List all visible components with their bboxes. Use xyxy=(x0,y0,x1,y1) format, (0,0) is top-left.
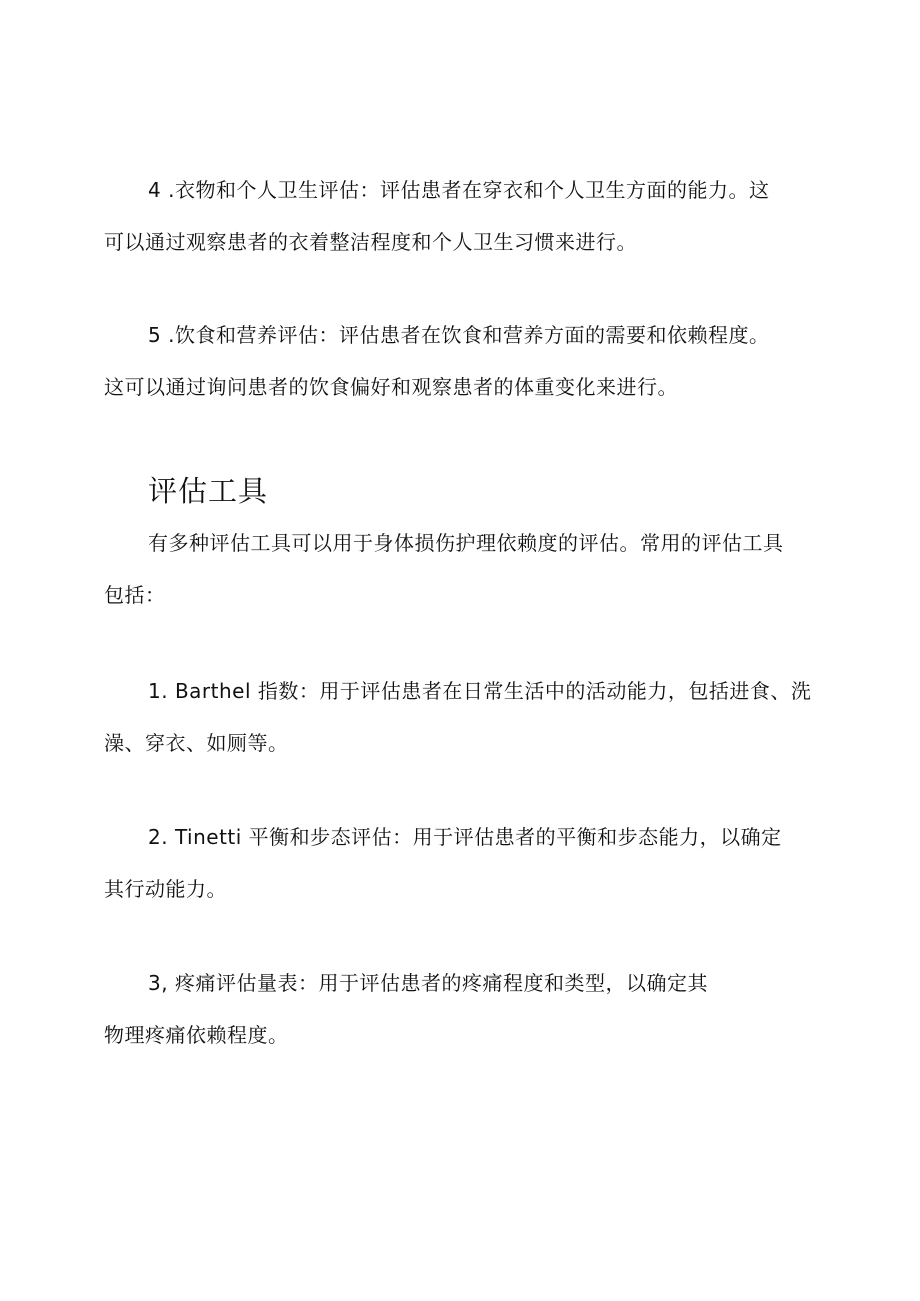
tool-3-line-1: 3, 疼痛评估量表：用于评估患者的疼痛程度和类型，以确定其 xyxy=(148,971,708,995)
tool-3-paragraph xyxy=(104,957,824,1061)
tool-2-line-2: 其行动能力。 xyxy=(104,877,227,901)
tool-1-line-1: 1. Barthel 指数：用于评估患者在日常生活中的活动能力，包括进食、洗 xyxy=(148,679,812,703)
item-5-line-1: 5 .饮食和营养评估：评估患者在饮食和营养方面的需要和依赖程度。 xyxy=(148,323,770,347)
section-heading: 评估工具 xyxy=(148,474,269,508)
tools-intro-line-1: 有多种评估工具可以用于身体损伤护理依赖度的评估。常用的评估工具 xyxy=(148,531,784,555)
item-4-paragraph xyxy=(104,164,824,268)
tool-2-paragraph xyxy=(104,811,824,915)
item-4-line-1: 4 .衣物和个人卫生评估：评估患者在穿衣和个人卫生方面的能力。这 xyxy=(148,178,770,202)
item-5-line-2: 这可以通过询问患者的饮食偏好和观察患者的体重变化来进行。 xyxy=(104,375,678,399)
item-4-line-2: 可以通过观察患者的衣着整洁程度和个人卫生习惯来进行。 xyxy=(104,230,637,254)
tool-3-line-2: 物理疼痛依赖程度。 xyxy=(104,1023,289,1047)
tool-1-paragraph xyxy=(104,665,824,769)
item-5-paragraph xyxy=(104,309,824,413)
tools-intro-line-2: 包括： xyxy=(104,583,166,607)
tools-intro-paragraph xyxy=(104,517,824,621)
tool-1-line-2: 澡、穿衣、如厕等。 xyxy=(104,731,289,755)
tool-2-line-1: 2. Tinetti 平衡和步态评估：用于评估患者的平衡和步态能力，以确定 xyxy=(148,825,782,849)
